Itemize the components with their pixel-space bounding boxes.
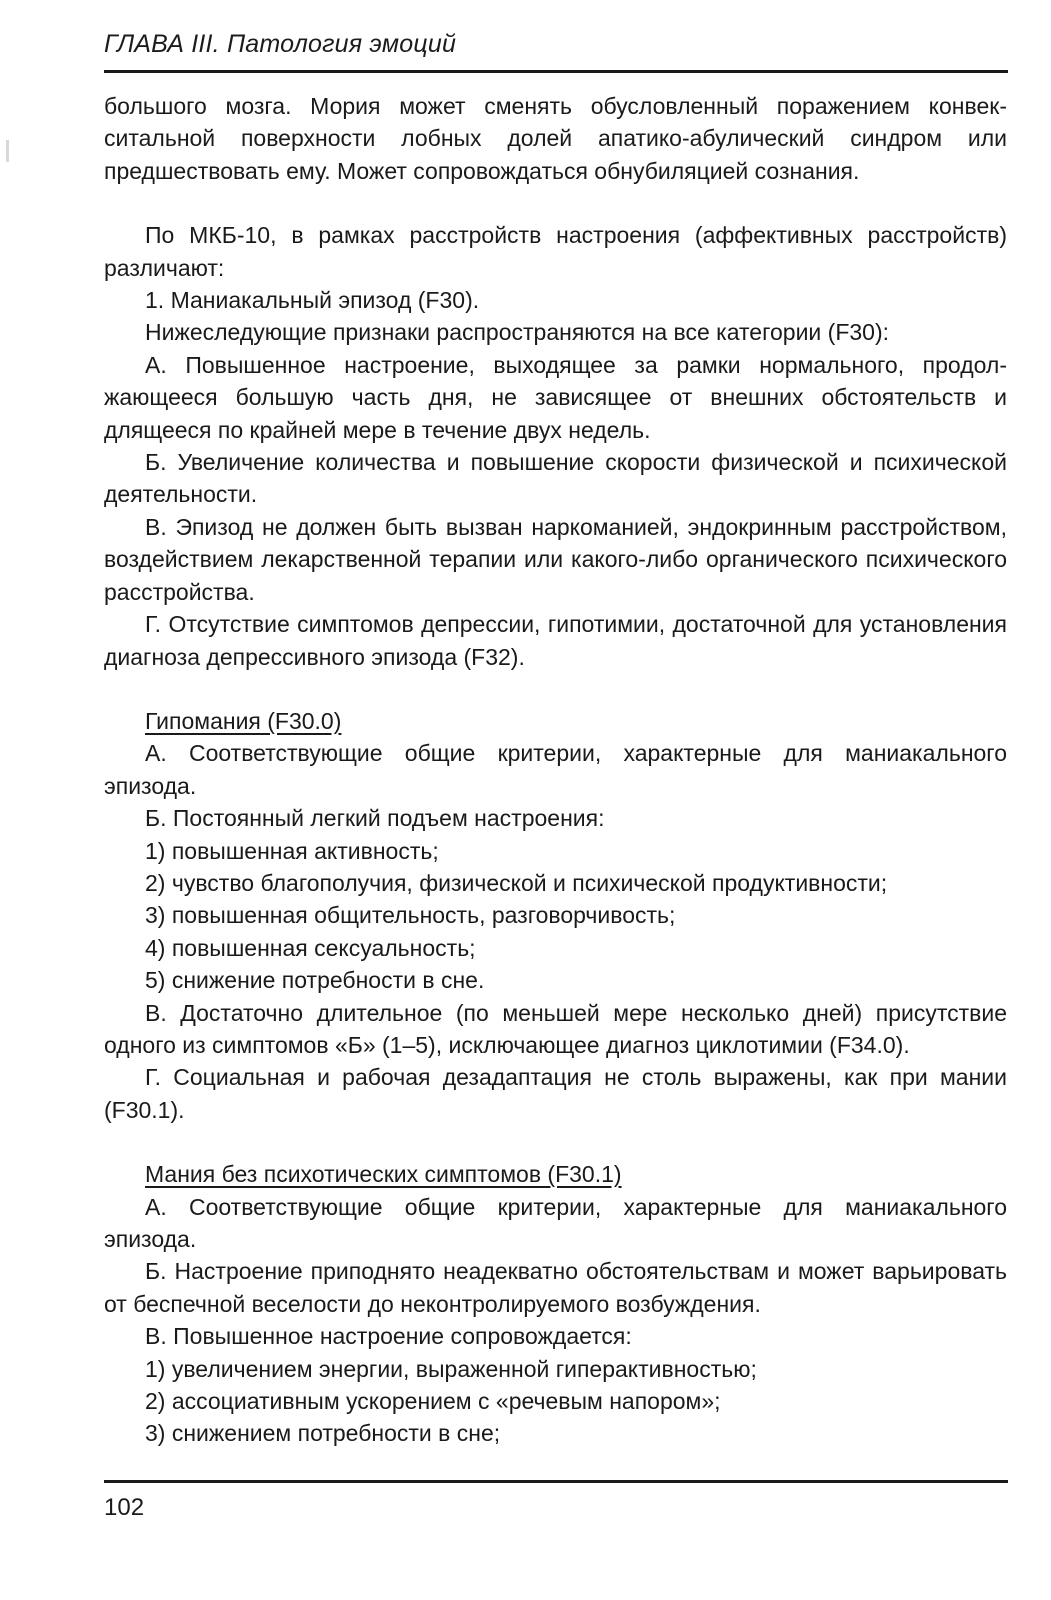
- header-rule: [104, 70, 1008, 73]
- list-item: 3) повышенная общительность, разговорчивость;: [145, 902, 676, 929]
- page-number: 102: [104, 1494, 145, 1521]
- list-item: 3) снижением потребности в сне;: [145, 1420, 501, 1447]
- paragraph: По МКБ-10, в рамках расстройств настроения (аффективных расстройств) различают:: [104, 222, 1007, 281]
- list-item: 2) чувство благополучия, физической и психической продуктивности;: [145, 869, 888, 896]
- section-gap: [104, 1126, 1007, 1158]
- list-item: 4) повышенная сексуальность;: [145, 934, 476, 961]
- scan-artifact: [6, 140, 9, 162]
- criterion-item: В. Повышенное настроение сопровождается:: [145, 1323, 632, 1350]
- section-heading: Мания без психотических симптомов (F30.1): [145, 1161, 622, 1188]
- criterion-item: Г. Отсутствие симптомов депрессии, гипотимии, достаточной для установления диагноза депрессивного эпизода (F32).: [104, 611, 1007, 670]
- criterion-item: В. Достаточно длительное (по меньшей мере несколько дней) присутствие одного из симптомов «Б» (1–5), исключающее диагноз циклотимии (F34.0).: [104, 999, 1007, 1058]
- page-body: [104, 90, 1007, 1450]
- footer-rule: [104, 1480, 1008, 1483]
- list-item: 2) ассоциативным ускорением с «речевым напором»;: [145, 1388, 721, 1415]
- criterion-item: А. Повышенное настроение, выходящее за рамки нормального, продолжающееся большую часть дня, не зависящее от внешних обстоятельств и длящееся по крайней мере в течение двух недель.: [104, 351, 1007, 443]
- paragraph: большого мозга. Мория может сменять обусловленный поражением конвекситальной поверхности лобных долей апатико-абулический синдром или предшествовать ему. Может сопровождаться обнубиляцией сознания.: [104, 93, 1007, 184]
- section-heading: Гипомания (F30.0): [145, 707, 342, 734]
- paragraph: Нижеследующие признаки распространяются на все категории (F30):: [145, 319, 889, 346]
- running-header: ГЛАВА III. Патология эмоций: [104, 30, 457, 58]
- list-item: 1) увеличением энергии, выраженной гиперактивностью;: [145, 1355, 757, 1382]
- criterion-item: Б. Увеличение количества и повышение скорости физической и психической деятельности.: [104, 449, 1007, 508]
- criterion-item: Г. Социальная и рабочая дезадаптация не столь выражены, как при мании (F30.1).: [104, 1064, 1007, 1123]
- criterion-item: В. Эпизод не должен быть вызван наркоманией, эндокринным расстройством, воздействием лекарственной терапии или какого-либо органического психического расстройства.: [104, 513, 1007, 605]
- list-item: 5) снижение потребности в сне.: [145, 967, 485, 994]
- criterion-item: А. Соответствующие общие критерии, характерные для маниакального эпизода.: [104, 1193, 1007, 1252]
- criterion-item: Б. Настроение приподнято неадекватно обстоятельствам и может варьировать от беспечной веселости до неконтролируемого возбуждения.: [104, 1258, 1007, 1317]
- section-gap: [104, 187, 1007, 219]
- section-gap: [104, 673, 1007, 705]
- criterion-item: Б. Постоянный легкий подъем настроения:: [145, 805, 605, 832]
- list-item: 1. Маниакальный эпизод (F30).: [145, 287, 480, 314]
- criterion-item: А. Соответствующие общие критерии, характерные для маниакального эпизода.: [104, 740, 1007, 799]
- list-item: 1) повышенная активность;: [145, 837, 439, 864]
